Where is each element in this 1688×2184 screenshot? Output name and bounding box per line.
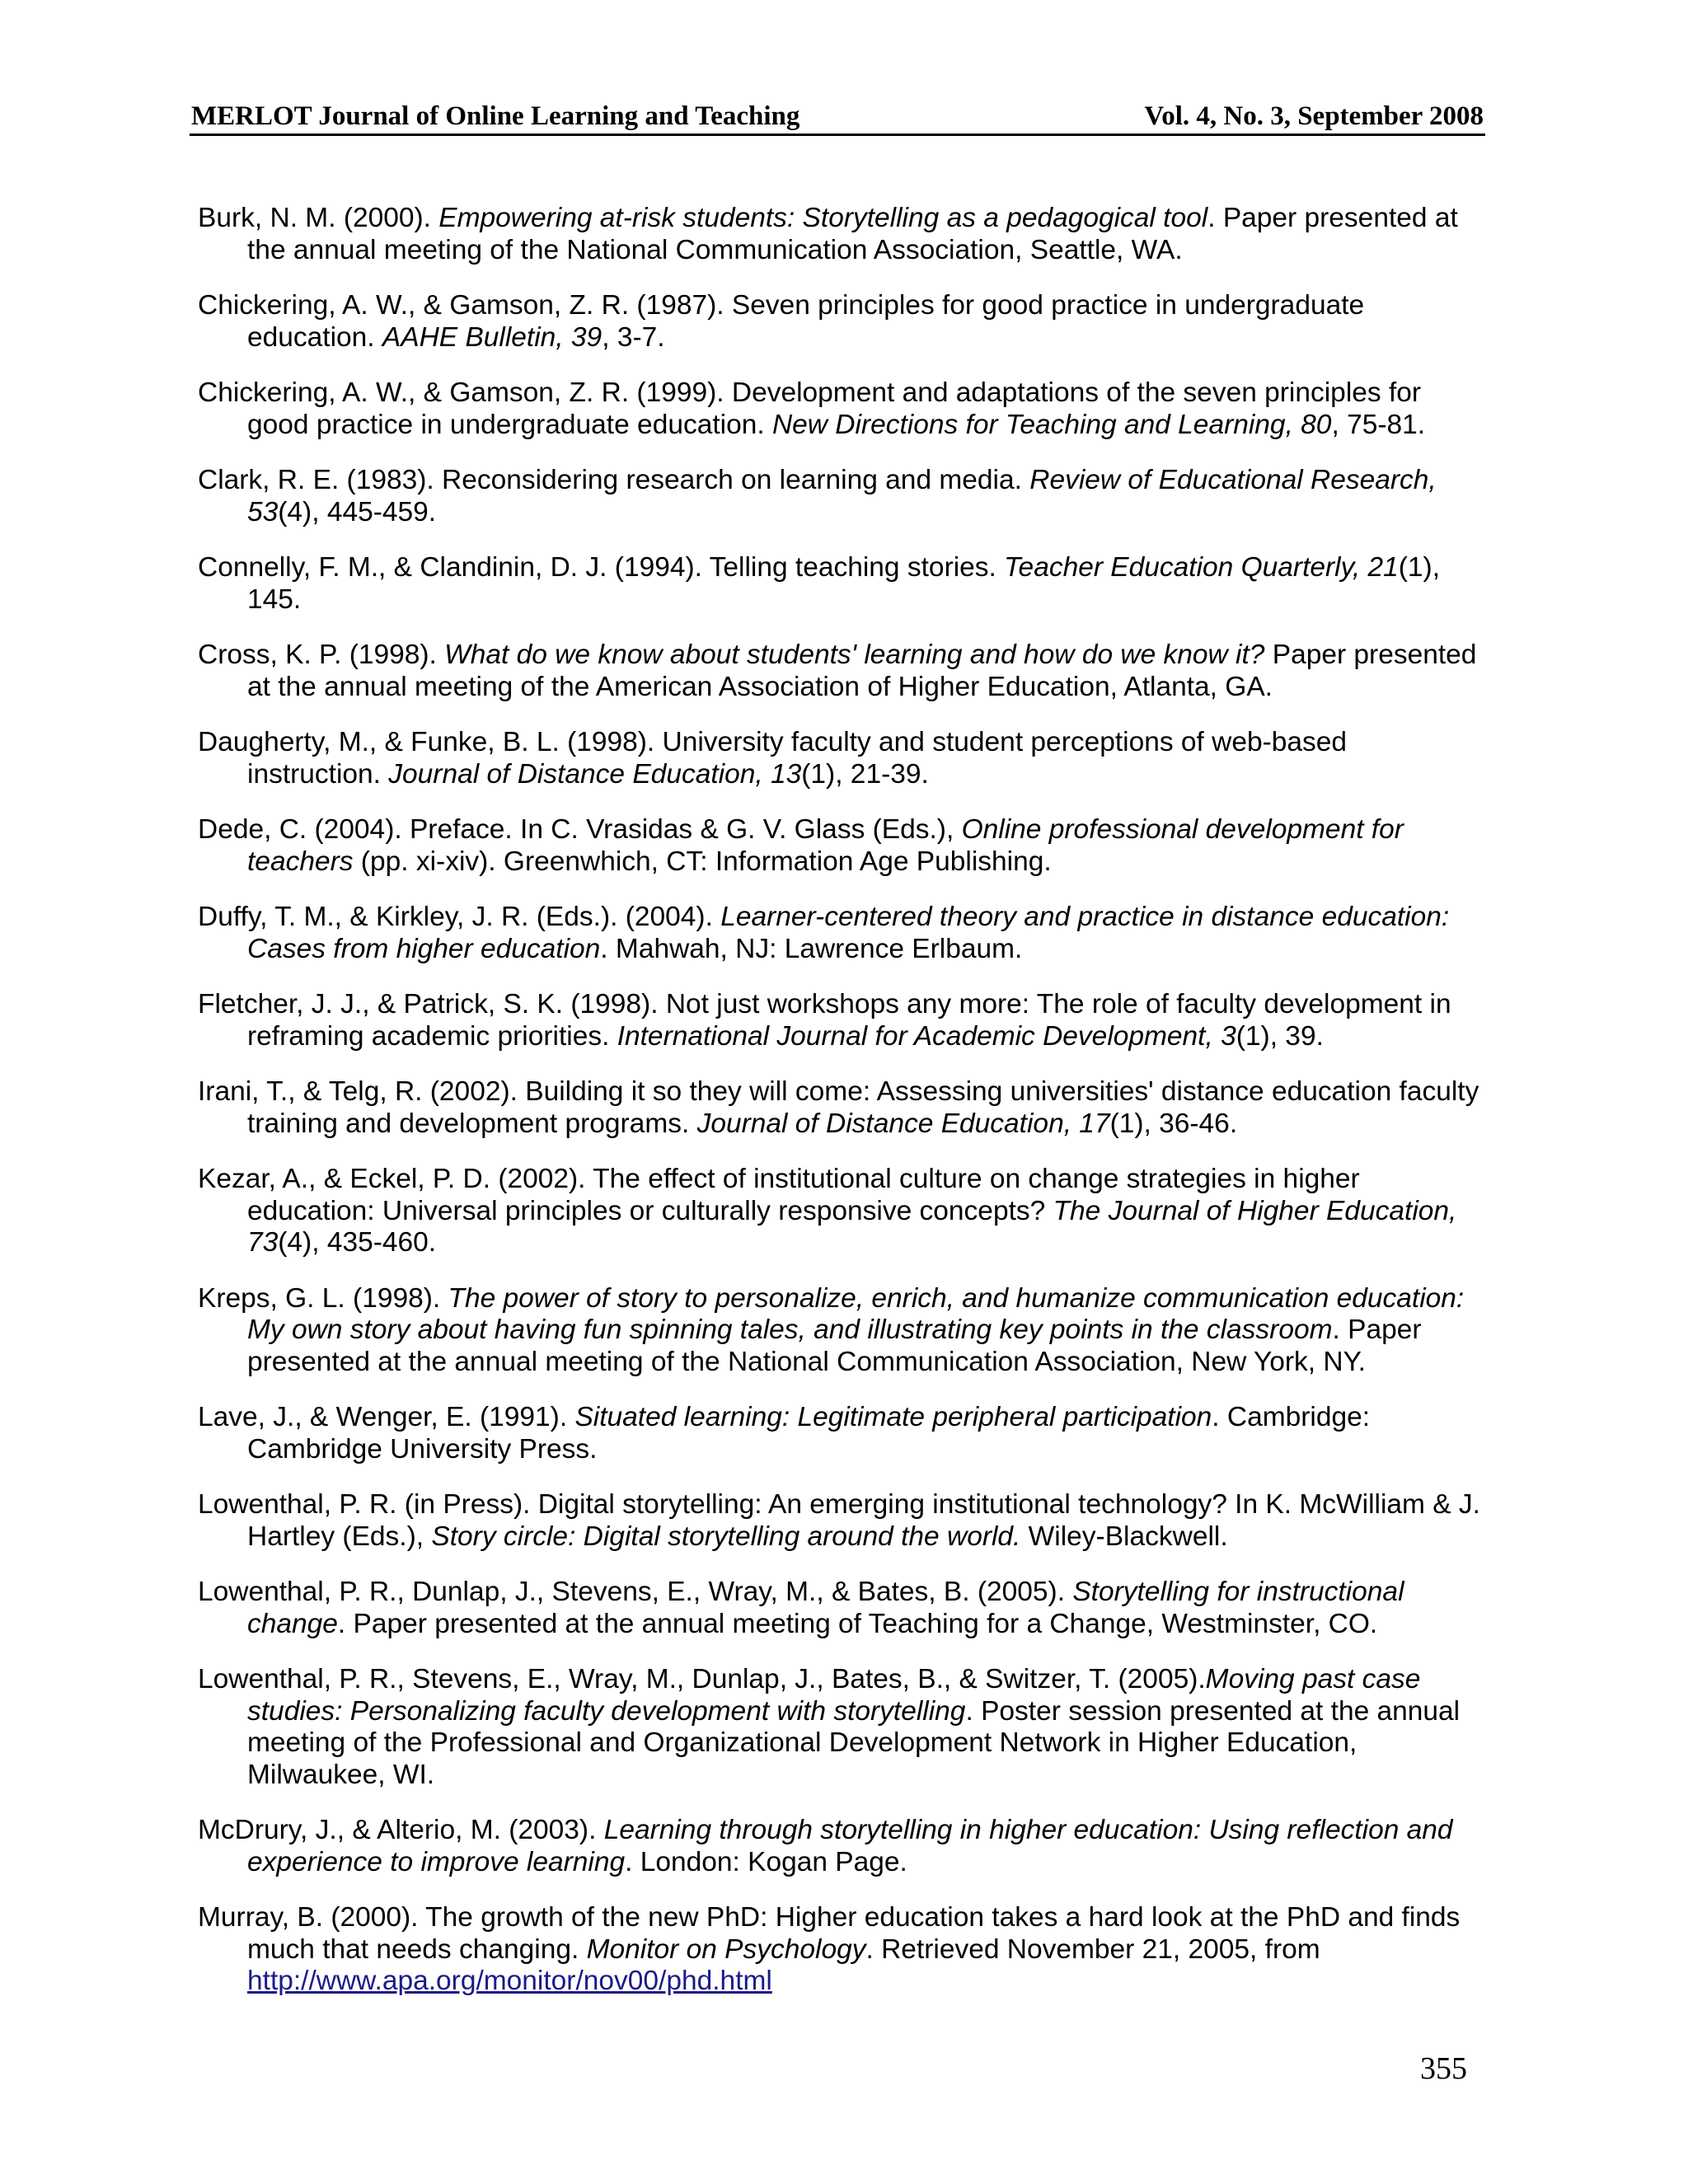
reference-title: International Journal for Academic Development, 3 [617,1020,1236,1052]
reference-title: AAHE Bulletin, 39 [382,321,603,353]
reference-text: . Paper presented at the annual meeting of the National Communication Association, Seattle, WA. [247,203,1458,265]
reference-text: Paper presented at the annual meeting of the American Association of Higher Education, Atlanta, GA. [247,640,1477,702]
reference-text: . Poster session presented at the annual meeting of the Professional and Organizational Development Network in Higher Education, Milwaukee, WI. [247,1695,1461,1790]
reference-title: Journal of Distance Education, 17 [696,1108,1110,1139]
reference-title: The power of story to personalize, enrich, and humanize communication education: My own story about having fun spinning tales, and illustrating key points in the classroom [247,1282,1465,1345]
reference-text: Lave, J., & Wenger, E. (1991). [198,1402,575,1432]
reference-title: Journal of Distance Education, 13 [388,758,802,790]
reference-entry [198,1902,1484,1998]
reference-title: Moving past case studies: Personalizing faculty development with storytelling [247,1664,1421,1727]
reference-text: McDrury, J., & Alterio, M. (2003). [198,1815,604,1845]
reference-text: Clark, R. E. (1983). Reconsidering research on learning and media. [198,465,1030,495]
reference-text: (4), 435-460. [278,1227,437,1258]
reference-text: Fletcher, J. J., & Patrick, S. K. (1998). Not just workshops any more: The role of faculty development in reframing academic priorities. [198,989,1451,1052]
reference-entry [198,814,1484,878]
reference-title: Empowering at-risk students: Storytelling as a pedagogical tool [438,203,1208,233]
reference-title: The Journal of Higher Education, 73 [247,1195,1457,1258]
reference-title: Review of Educational Research, 53 [247,465,1437,527]
reference-title: Monitor on Psychology [586,1933,866,1965]
reference-text: . Retrieved November 21, 2005, from [865,1933,1320,1965]
reference-entry [198,727,1484,790]
reference-title: Situated learning: Legitimate peripheral participation [574,1402,1212,1432]
reference-entry [198,1577,1484,1640]
reference-text: Wiley-Blackwell. [1020,1521,1228,1552]
header-divider [190,134,1485,136]
reference-text: Dede, C. (2004). Preface. In C. Vrasidas & G. V. Glass (Eds.), [198,814,962,845]
reference-entry [198,902,1484,965]
reference-title: What do we know about students' learning and how do we know it? [444,640,1265,670]
reference-title: Learning through storytelling in higher education: Using reflection and experience to improve learning [247,1815,1453,1877]
reference-title: Story circle: Digital storytelling around the world. [431,1521,1021,1552]
journal-title: MERLOT Journal of Online Learning and Teaching [191,101,800,131]
reference-entry [198,1076,1484,1140]
running-header [191,86,1484,132]
reference-entry [198,1489,1484,1553]
reference-text: . Paper presented at the annual meeting of the National Communication Association, New York, NY. [247,1315,1422,1377]
reference-entry [198,640,1484,703]
reference-text: . Mahwah, NJ: Lawrence Erlbaum. [600,933,1023,964]
reference-text: Daugherty, M., & Funke, B. L. (1998). University faculty and student perceptions of web-based instruction. [198,727,1348,790]
reference-text: (1), 145. [247,552,1441,615]
page-number: 355 [1420,2051,1467,2086]
reference-title: Learner-centered theory and practice in distance education: Cases from higher education [247,902,1450,964]
reference-text: (4), 445-459. [278,496,437,527]
reference-text: Cross, K. P. (1998). [198,640,445,670]
reference-text: Kreps, G. L. (1998). [198,1282,448,1314]
reference-text: . London: Kogan Page. [625,1846,907,1877]
reference-text: Kezar, A., & Eckel, P. D. (2002). The effect of institutional culture on change strategies in higher education: Universal principles or culturally responsive concepts? [198,1164,1360,1226]
reference-title: Online professional development for teachers [247,814,1404,877]
reference-text: (1), 36-46. [1109,1108,1238,1139]
reference-title: Teacher Education Quarterly, 21 [1004,552,1399,583]
reference-text: Connelly, F. M., & Clandinin, D. J. (1994). Telling teaching stories. [198,552,1005,583]
volume-info: Vol. 4, No. 3, September 2008 [1144,101,1484,131]
reference-text: . Cambridge: Cambridge University Press. [247,1402,1371,1465]
reference-text: Murray, B. (2000). The growth of the new PhD: Higher education takes a hard look at the PhD and finds much that needs changing. [198,1902,1461,1965]
reference-entry [198,989,1484,1052]
reference-entry [198,1283,1484,1379]
reference-entry [198,552,1484,616]
reference-link[interactable]: http://www.apa.org/monitor/nov00/phd.html [247,1966,772,1996]
reference-entry [198,465,1484,528]
reference-text: Lowenthal, P. R., Stevens, E., Wray, M., Dunlap, J., Bates, B., & Switzer, T. (2005). [198,1664,1206,1694]
reference-entry [198,203,1484,266]
reference-title: New Directions for Teaching and Learning, 80 [771,409,1332,440]
reference-entry [198,1664,1484,1791]
reference-text: , 75-81. [1331,409,1426,440]
reference-text: Irani, T., & Telg, R. (2002). Building it so they will come: Assessing universities' distance education faculty training and development programs. [198,1076,1479,1139]
reference-text: Chickering, A. W., & Gamson, Z. R. (1999). Development and adaptations of the seven principles for good practice in undergraduate education. [198,377,1422,440]
reference-text: Duffy, T. M., & Kirkley, J. R. (Eds.). (2004). [198,902,721,932]
reference-entry [198,1815,1484,1878]
reference-entry [198,1402,1484,1465]
reference-text: (pp. xi-xiv). Greenwhich, CT: Information Age Publishing. [353,846,1052,877]
reference-text: Lowenthal, P. R. (in Press). Digital storytelling: An emerging institutional technology? In K. McWilliam & J. Hartley (Eds.), [198,1489,1480,1552]
reference-text: , 3-7. [602,321,665,353]
reference-text: (1), 39. [1236,1020,1324,1052]
reference-text: Lowenthal, P. R., Dunlap, J., Stevens, E., Wray, M., & Bates, B. (2005). [198,1577,1073,1607]
reference-title: Storytelling for instructional change [247,1577,1404,1639]
reference-text: (1), 21-39. [801,758,929,790]
reference-text: . Paper presented at the annual meeting of Teaching for a Change, Westminster, CO. [337,1608,1378,1639]
reference-text: Burk, N. M. (2000). [198,203,439,233]
reference-entry [198,290,1484,354]
reference-list [198,203,1484,2022]
reference-entry [198,1164,1484,1259]
reference-entry [198,377,1484,441]
reference-text: Chickering, A. W., & Gamson, Z. R. (1987). Seven principles for good practice in undergraduate education. [198,290,1365,353]
